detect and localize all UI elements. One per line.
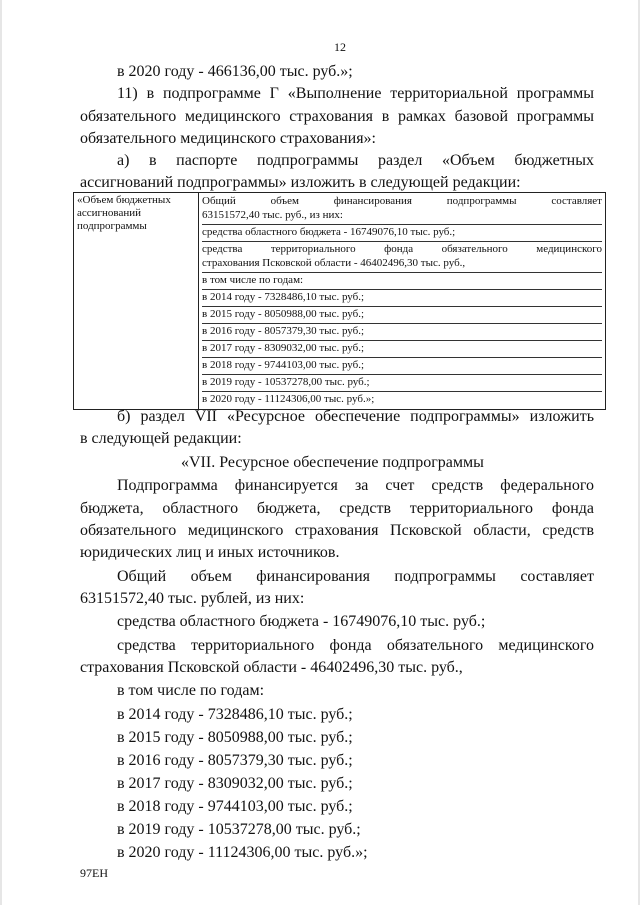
footer-code: 97ЕН: [80, 866, 108, 880]
text-line: Подпрограмма финансируется за счет средств федерального: [117, 477, 594, 494]
text-line: средства областного бюджета - 16749076,10 тыс. руб.;: [117, 613, 486, 630]
year-line: в 2020 году - 11124306,00 тыс. руб.»;: [117, 844, 368, 861]
table-text-row: Общий объем финансирования подпрограммы составляет: [202, 195, 602, 207]
table-text-row: в 2020 году - 11124306,00 тыс. руб.»;: [202, 393, 375, 405]
text-line: ассигнований подпрограммы» изложить в следующей редакции:: [80, 174, 521, 191]
table-text-row: средства областного бюджета - 16749076,10 тыс. руб.;: [202, 225, 602, 242]
table-text-row: в 2016 году - 8057379,30 тыс. руб.;: [202, 324, 602, 341]
text-line: средства территориального фонда обязательного медицинского: [117, 637, 594, 654]
table-text-row: в 2014 году - 7328486,10 тыс. руб.;: [202, 290, 602, 307]
text-line: обязательного медицинского страхования»:: [80, 130, 376, 147]
text-line: в следующей редакции:: [80, 430, 242, 447]
table-text-row: в том числе по годам:: [202, 273, 602, 290]
table-label-cell: «Объем бюджетных ассигнований подпрограммы: [74, 193, 199, 410]
text-line: 11) в подпрограмме Г «Выполнение территориальной программы: [117, 85, 594, 102]
table-content-cell: [199, 193, 606, 410]
text-line: обязательного медицинского страхования Псковской области, средств: [80, 522, 594, 539]
section-heading: «VII. Ресурсное обеспечение подпрограммы: [181, 454, 484, 471]
year-line: в 2018 году - 9744103,00 тыс. руб.;: [117, 798, 353, 815]
text-line: бюджета, областного бюджета, средств территориального фонда: [80, 500, 594, 517]
scan-left-edge: [0, 0, 2, 905]
year-line: в 2014 году - 7328486,10 тыс. руб.;: [117, 706, 353, 723]
table-text-row: в 2017 году - 8309032,00 тыс. руб.;: [202, 341, 602, 358]
text-line: юридических лиц и иных источников.: [80, 544, 340, 561]
table-text-row: в 2018 году - 9744103,00 тыс. руб.;: [202, 358, 602, 375]
text-line: Общий объем финансирования подпрограммы составляет: [117, 568, 594, 585]
table-text-row: страхования Псковской области - 46402496,30 тыс. руб.,: [202, 256, 602, 273]
text-line: страхования Псковской области - 46402496,30 тыс. руб.,: [80, 659, 463, 676]
text-line: в 2020 году - 466136,00 тыс. руб.»;: [117, 63, 353, 80]
page-number: 12: [334, 40, 346, 54]
year-line: в 2016 году - 8057379,30 тыс. руб.;: [117, 752, 353, 769]
year-line: в 2019 году - 10537278,00 тыс. руб.;: [117, 821, 361, 838]
text-line: в том числе по годам:: [117, 682, 265, 699]
year-line: в 2017 году - 8309032,00 тыс. руб.;: [117, 775, 353, 792]
text-line: б) раздел VII «Ресурсное обеспечение подпрограммы» изложить: [117, 408, 594, 425]
table-text-row: средства территориального фонда обязательного медицинского: [202, 243, 602, 255]
table-text-row: в 2019 году - 10537278,00 тыс. руб.;: [202, 375, 602, 392]
table-row: [74, 193, 606, 410]
table-text-row: в 2015 году - 8050988,00 тыс. руб.;: [202, 307, 602, 324]
year-line: в 2015 году - 8050988,00 тыс. руб.;: [117, 729, 353, 746]
text-line: 63151572,40 тыс. рублей, из них:: [80, 590, 305, 607]
passport-table: [73, 192, 606, 410]
text-line: обязательного медицинского страхования в рамках базовой программы: [80, 108, 594, 125]
table-text-row: 63151572,40 тыс. руб., из них:: [202, 208, 602, 225]
text-line: а) в паспорте подпрограммы раздел «Объем бюджетных: [117, 152, 594, 169]
